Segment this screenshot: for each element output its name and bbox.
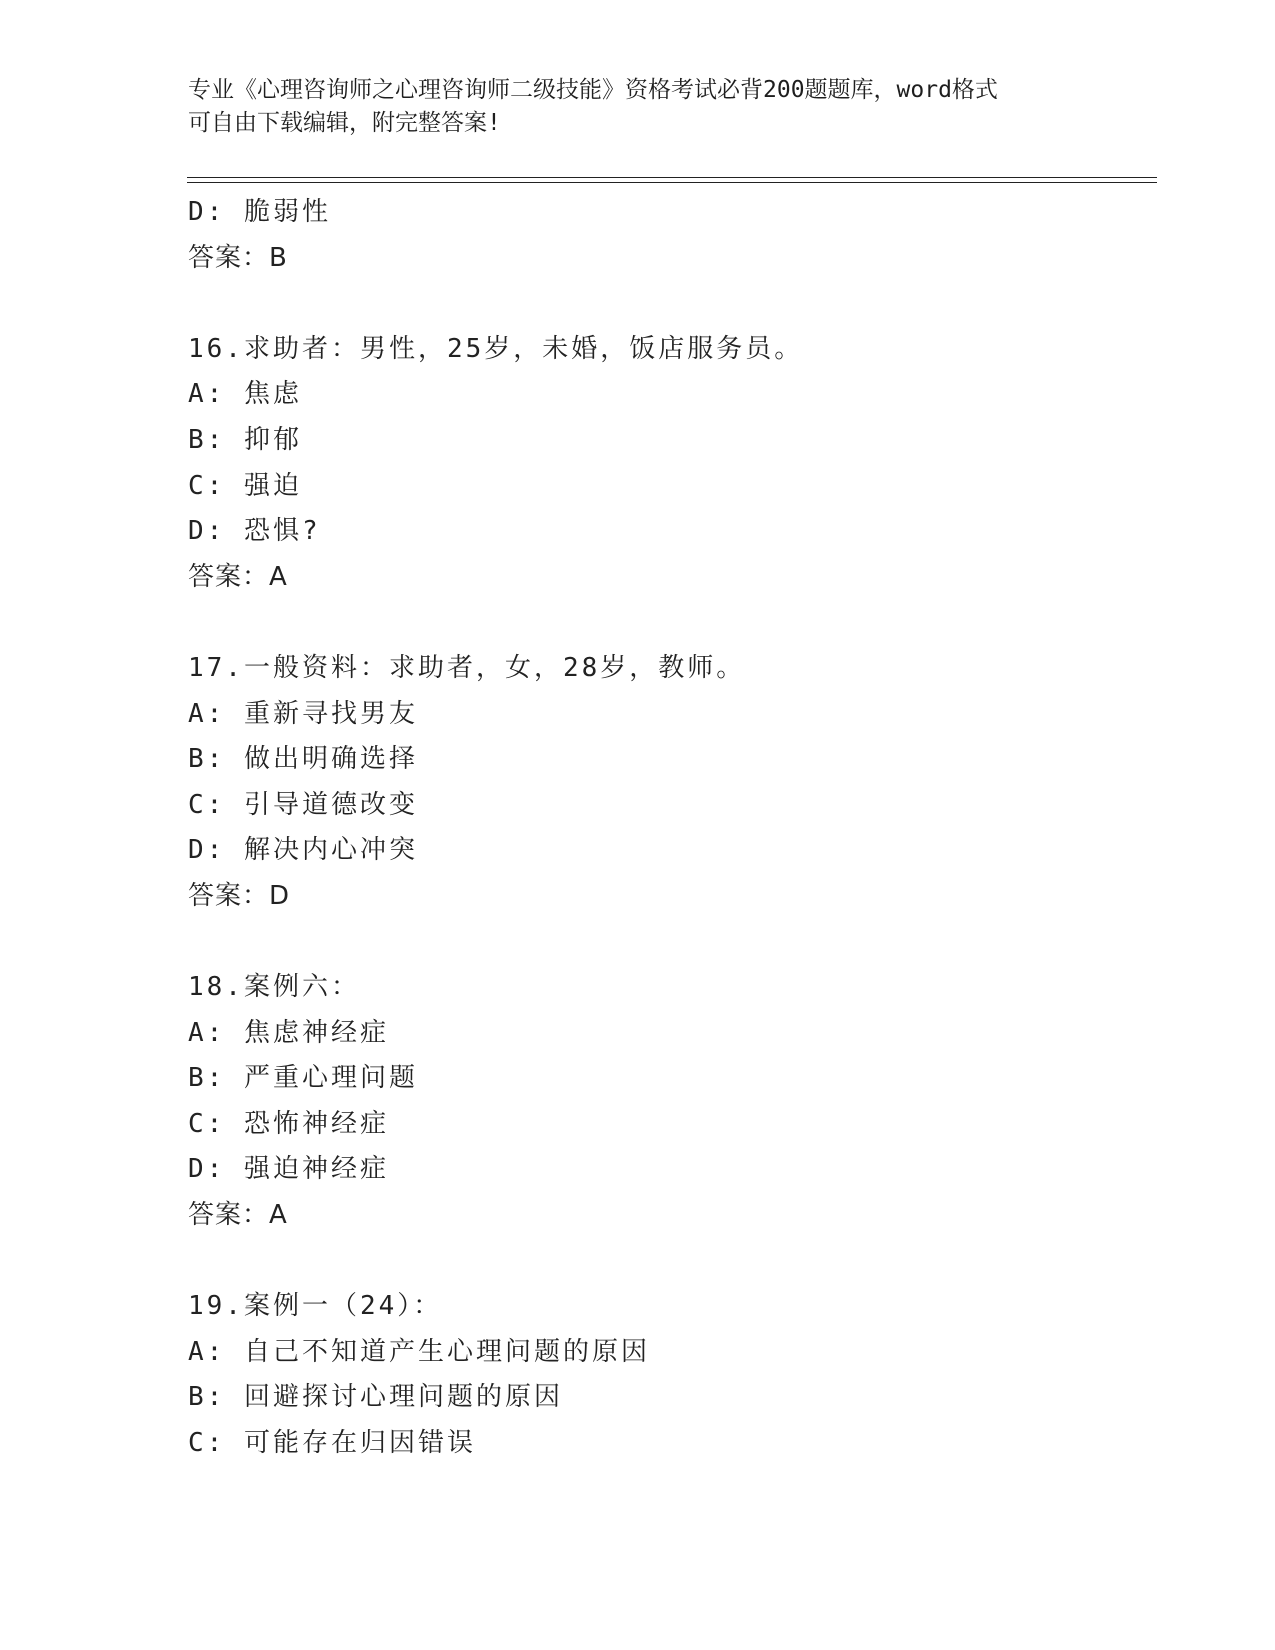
option-a: A: 焦虑神经症 <box>188 1017 389 1048</box>
option-b: B: 抑郁 <box>188 424 302 455</box>
option-d: D: 强迫神经症 <box>188 1154 389 1185</box>
option-d: D: 解决内心冲突 <box>188 835 418 866</box>
option-c: C: 引导道德改变 <box>188 789 418 820</box>
question-list <box>188 190 1148 1467</box>
question-block-19 <box>188 1284 1148 1466</box>
answer-line: 答案：B <box>188 242 288 273</box>
header-line-2: 可自由下载编辑，附完整答案! <box>188 110 501 136</box>
answer-line: 答案：A <box>188 1200 288 1231</box>
spacer <box>188 920 1148 966</box>
question-stem: 18.案例六： <box>188 972 360 1003</box>
option-b: B: 回避探讨心理问题的原因 <box>188 1382 563 1413</box>
option-d: D: 恐惧? <box>188 516 321 547</box>
option-a: A: 焦虑 <box>188 379 302 410</box>
question-stem: 19.案例一（24）： <box>188 1291 443 1322</box>
answer-line: 答案：D <box>188 880 291 911</box>
spacer <box>188 281 1148 327</box>
spacer <box>188 600 1148 646</box>
option-c: C: 恐怖神经症 <box>188 1108 389 1139</box>
option-a: A: 自己不知道产生心理问题的原因 <box>188 1336 650 1367</box>
question-block-17 <box>188 646 1148 920</box>
answer-line: 答案：A <box>188 561 288 592</box>
option-b: B: 严重心理问题 <box>188 1063 418 1094</box>
question-block-18 <box>188 965 1148 1239</box>
document-header <box>188 74 1088 140</box>
spacer <box>188 1239 1148 1285</box>
option-d: D: 脆弱性 <box>188 197 331 227</box>
question-stem: 16.求助者：男性，25岁，未婚，饭店服务员。 <box>188 333 804 364</box>
question-stem: 17.一般资料：求助者，女，28岁，教师。 <box>188 652 746 683</box>
question-block-16 <box>188 327 1148 601</box>
option-c: C: 可能存在归因错误 <box>188 1428 476 1459</box>
option-a: A: 重新寻找男友 <box>188 698 418 729</box>
header-line-1: 专业《心理咨询师之心理咨询师二级技能》资格考试必背200题题库，word格式 <box>188 77 998 103</box>
header-divider <box>187 177 1157 183</box>
option-b: B: 做出明确选择 <box>188 744 418 775</box>
option-c: C: 强迫 <box>188 470 302 501</box>
